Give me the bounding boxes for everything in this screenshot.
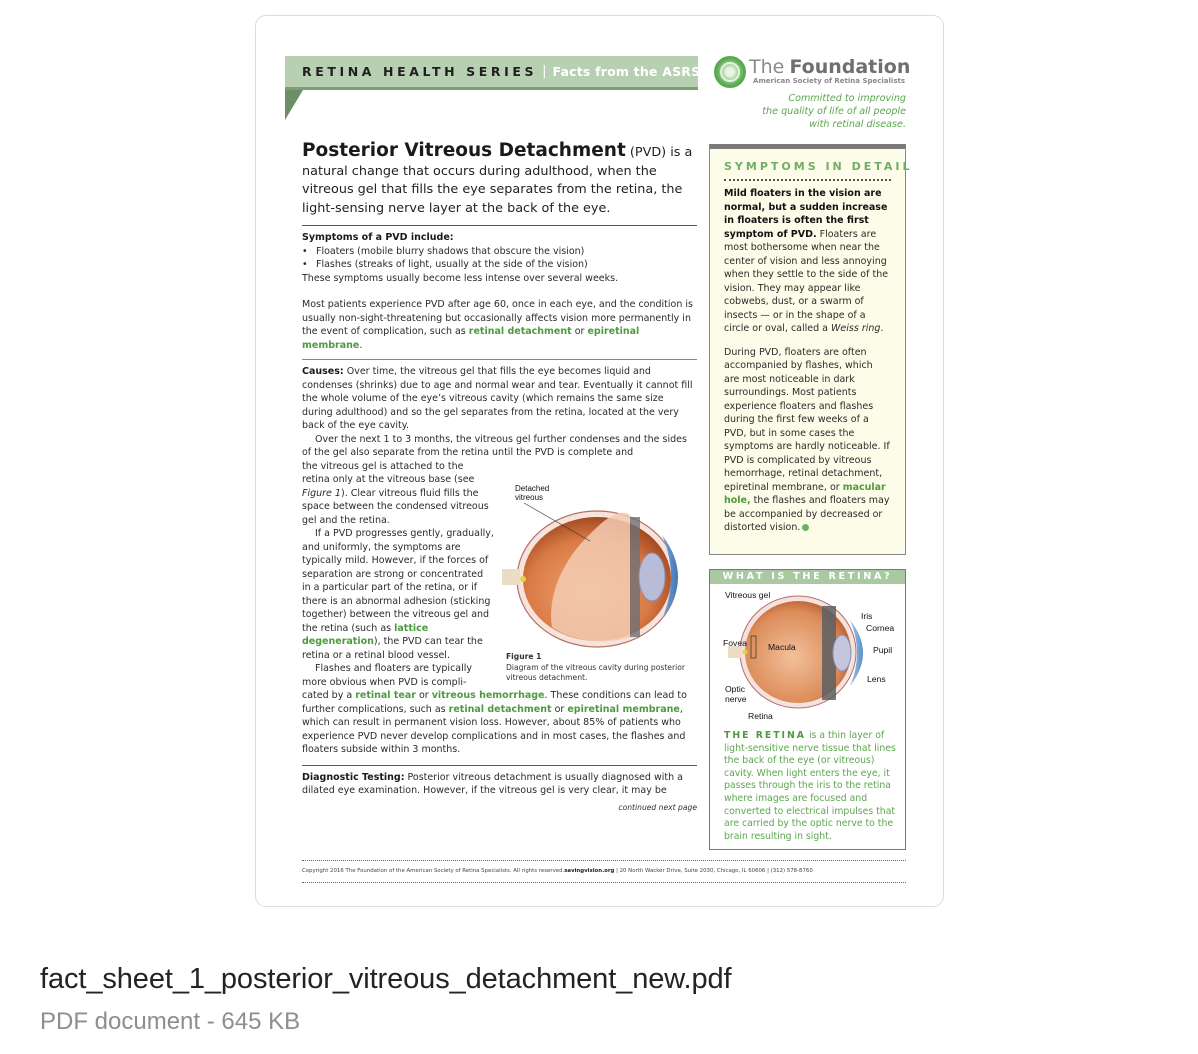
figure-caption-text: Diagram of the vitreous cavity during posterior vitreous detachment. [506,662,685,682]
link-retinal-tear[interactable]: retinal tear [355,690,416,701]
causes-text: . These conditions can lead to further complications, such as [302,690,687,715]
intro-paragraph [302,142,697,218]
divider [302,359,697,360]
tagline-line: with retinal disease. [809,119,906,130]
dotted-divider [724,179,891,181]
banner-flap [285,90,303,120]
optic-nerve [502,569,520,585]
footer-divider-top [302,860,906,861]
figure-label-line: Detached [515,484,550,493]
label-nerve: nerve [725,694,747,704]
sidebar-text: the flashes and floaters may be accompanied by decreased or distorted vision. [724,495,890,533]
symptoms-detail-p1 [724,187,891,336]
intro-text: (PVD) is a natural change that occurs during adulthood, when the vitreous gel that fills the eye separates from the retina, the light-sensing nerve layer at the back of the eye. [302,145,693,216]
causes-label: Causes: [302,366,344,377]
causes-text: , which can result in permanent vision loss. However, about 85% of patients who experience PVD never develop complications and in most cases, the flashes and floaters subside within 3 months. [302,703,686,755]
footer-website-link[interactable]: savingvision.org [564,868,615,874]
label-fovea: Fovea [723,638,747,648]
eye-figure-illustration [502,477,697,652]
footer-address: | 20 North Wacker Drive, Suite 2030, Chicago, IL 60606 | (312) 578-8760 [614,868,813,874]
file-name: fact_sheet_1_posterior_vitreous_detachment_new.pdf [40,963,732,995]
causes-text: If a PVD progresses gently, gradually, and uniformly, the symptoms are typically mild. However, if the forces of separation are strong or concentrated in a particular part of the retina, or if there is an abnormal adhesion (sticking together) between the vitreous gel and the retina (such as [302,528,494,634]
causes-paragraph [302,365,697,433]
file-meta: PDF document - 645 KB [40,1008,301,1035]
symptoms-list [302,231,697,285]
label-lens: Lens [867,674,886,684]
symptoms-note: These symptoms usually become less intense over several weeks. [302,272,619,284]
what-is-retina-box [709,569,906,850]
tagline [716,92,906,131]
label-macula: Macula [768,642,796,652]
pdf-preview-page[interactable] [255,15,944,907]
label-optic: Optic [725,684,746,694]
continued-note: continued next page [618,802,697,812]
figure-label [515,484,549,502]
lens [639,553,665,601]
label-vitreous-gel: Vitreous gel [725,590,771,600]
causes-paragraph-3 [302,527,494,662]
causes-text: or [415,690,432,701]
retina-box-title: WHAT IS THE RETINA? [710,570,905,584]
causes-paragraph-2: Over the next 1 to 3 months, the vitreous gel further condenses and the sides of the gel also separate from the retina until the PVD is complete and [302,433,687,458]
symptoms-detail-box [709,144,913,555]
link-epiretinal-membrane[interactable]: epiretinal membrane [302,326,640,351]
age-text: or [571,326,588,337]
symptom-item: • Floaters (mobile blurry shadows that obscure the vision) [302,245,697,259]
retina-text: is a thin layer of light-sensitive nerve tissue that lines the back of the eye (or vitreous) cavity. When light enters the eye, it passes through the iris to the retina where images are focused and converted to electrical impulses that are carried by the optic nerve to the brain resulting in sight. [724,730,896,842]
diagnostic-label: Diagnostic Testing: [302,771,405,783]
tagline-line: the quality of life of all people [762,106,906,117]
symptom-item: • Flashes (streaks of light, usually at the side of the vision) [302,258,697,272]
series-title: RETINA HEALTH SERIES [302,64,538,79]
label-iris: Iris [861,611,873,621]
copyright: Copyright 2016 The Foundation of the American Society of Retina Specialists. All rights reserved. [302,868,565,874]
optic-disc [743,650,748,655]
figure-label-line: vitreous [515,493,544,502]
link-macular-hole[interactable]: macular hole, [724,481,886,506]
diagnostic-text: Posterior vitreous detachment is usually diagnosed with a dilated eye examination. However, if the vitreous gel is very clear, it may be [302,771,683,796]
causes-text: Over time, the vitreous gel that fills the eye becomes liquid and condenses (shrinks) due to age and normal wear and tear. Eventually it cannot fill the whole volume of the eye’s vitreous cavity (which remains the same size during adulthood) and so the gel separates from the retina, located at the very back of the eye cavity. [302,366,693,431]
symptoms-detail-p2 [724,346,891,535]
causes-paragraph-2b [302,460,494,528]
symptoms-heading: Symptoms of a PVD include: [302,232,454,243]
retina-heading: THE RETINA [724,730,806,741]
symptoms-detail-title: SYMPTOMS IN DETAIL [724,160,913,173]
sidebar-text: . [880,323,884,334]
banner-separator: | [542,64,547,79]
tagline-line: Committed to improving [788,93,906,104]
optic-disc [520,576,526,582]
footer-text [302,868,906,874]
logo-subtitle: American Society of Retina Specialists [753,77,905,85]
figure-title: Figure 1 [506,652,542,661]
age-text: . [359,339,363,351]
footer-divider-bottom [302,882,906,883]
causes-text: the vitreous gel is attached to the retina only at the vitreous base (see [302,460,475,485]
link-retinal-detachment[interactable]: retinal detachment [468,326,572,337]
sidebar-text: Floaters are most bothersome when near the center of vision and less annoying when they settle to the side of the vision. They may appear like cobwebs, dust, or a swarm of insects — or in the shape of a circle or oval, called a [724,228,889,334]
weiss-ring: Weiss ring [831,323,881,334]
divider [302,225,697,226]
figure-caption [506,652,701,684]
label-cornea: Cornea [866,623,895,633]
link-epiretinal-membrane[interactable]: epiretinal membrane [567,703,680,715]
link-retinal-detachment[interactable]: retinal detachment [448,703,552,715]
age-paragraph [302,298,697,352]
label-retina: Retina [748,711,773,721]
series-banner [285,56,701,90]
retina-description [724,730,902,843]
foundation-logo-text [749,56,911,78]
diagnostic-paragraph [302,771,697,798]
logo-the: The [749,56,785,78]
sidebar-text: During PVD, floaters are often accompanied by flashes, which are most noticeable in dark surroundings. Most patients experience floaters and flashes during the first few weeks of a PVD, but in some cases the symptoms are hardly noticeable. If PVD is complicated by vitreous hemorrhage, retinal detachment, epiretinal membrane, or [724,346,890,493]
logo-foundation: Foundation [789,56,911,78]
end-mark-icon [802,524,809,531]
causes-text: or [551,703,568,715]
label-pupil: Pupil [873,645,893,655]
figure-ref: Figure 1 [302,487,341,499]
link-lattice-degeneration[interactable]: lattice degeneration [302,622,429,647]
causes-text: cated by a [302,690,356,701]
causes-paragraph-4: Flashes and floaters are typically more obvious when PVD is compli- [302,663,473,688]
lens [833,635,851,671]
symptoms-detail-bold: Mild floaters in the vision are normal, but a sudden increase in floaters is often the first symptom of PVD. [724,188,888,240]
causes-paragraph-5 [302,689,697,757]
age-text: Most patients experience PVD after age 60, once in each eye, and the condition is usually non-sight-threatening but occasionally affects vision more permanently in the event of complication, such as [302,299,693,337]
causes-text: ). Clear vitreous fluid fills the space between the condensed vitreous gel and the retina. [302,487,489,526]
banner-subtitle: Facts from the ASRS [552,64,701,79]
document-title: Posterior Vitreous Detachment [302,140,626,161]
causes-text: ), the PVD can tear the retina or a retinal blood vessel. [302,636,483,661]
divider [302,765,697,766]
main-column [302,142,697,812]
link-vitreous-hemorrhage[interactable]: vitreous hemorrhage [431,690,545,701]
